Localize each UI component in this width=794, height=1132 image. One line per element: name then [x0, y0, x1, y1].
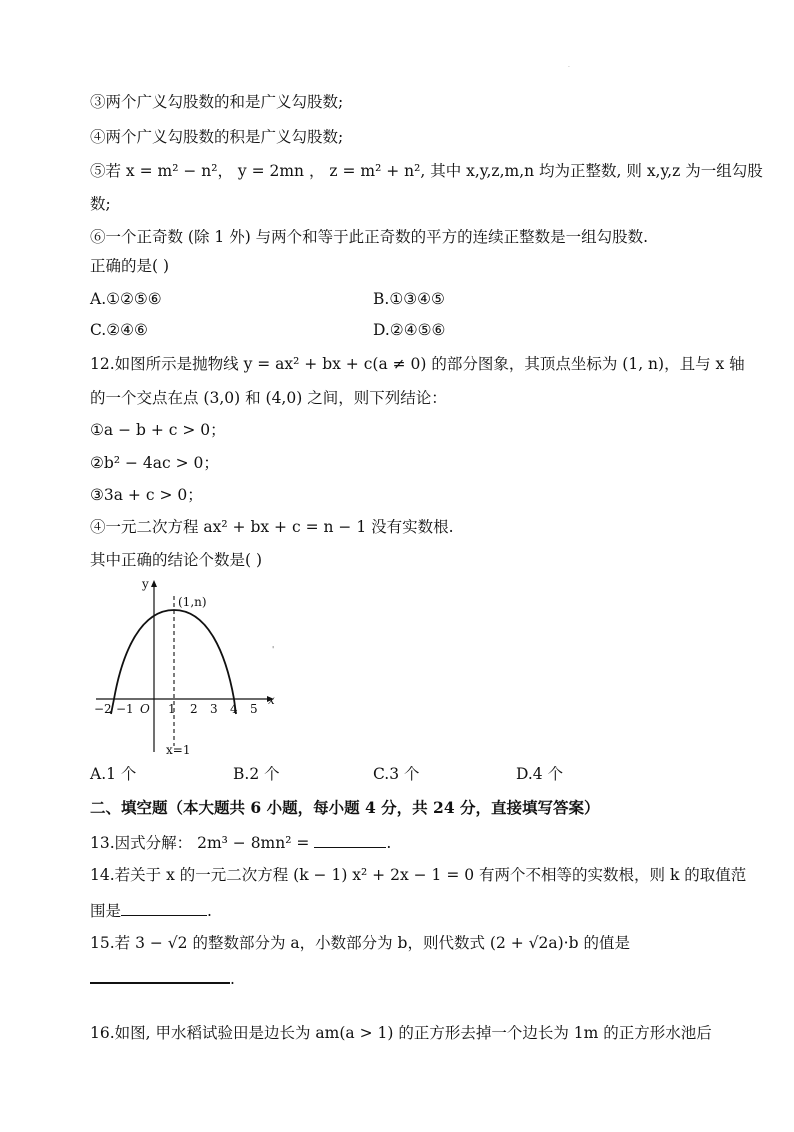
- q12-claim-1: ①a − b + c > 0；: [90, 421, 226, 439]
- q15-period: .: [230, 970, 235, 988]
- q12-prompt: 其中正确的结论个数是( ): [90, 551, 263, 569]
- statement-3: ③两个广义勾股数的和是广义勾股数;: [90, 93, 344, 111]
- vertex-label: (1,n): [178, 595, 207, 609]
- parabola-graph: [92, 574, 282, 760]
- q14-stem-1: 14.若关于 x 的一元二次方程 (k − 1) x² + 2x − 1 = 0 有两个不相等的实数根，则 k 的取值范: [90, 866, 747, 884]
- q15-stem: 15.若 3 − √2 的整数部分为 a，小数部分为 b，则代数式 (2 + √2a)·b 的值是: [90, 934, 630, 952]
- tick-label-1: 1: [168, 702, 176, 716]
- statement-6: ⑥一个正奇数 (除 1 外) 与两个和等于此正奇数的平方的连续正整数是一组勾股数.: [90, 228, 649, 246]
- q11-option-a[interactable]: A.①②⑤⑥: [90, 290, 162, 308]
- q12-option-a[interactable]: A.1 个: [90, 765, 137, 783]
- q12-claim-2: ②b² − 4ac > 0；: [90, 454, 219, 472]
- q13: [90, 831, 722, 854]
- q14-text: 围是: [90, 902, 122, 920]
- statement-5-cont: 数;: [90, 195, 111, 213]
- q11-option-d[interactable]: D.②④⑤⑥: [373, 321, 446, 339]
- q12-option-d[interactable]: D.4 个: [516, 765, 564, 783]
- q11-option-c[interactable]: C.②④⑥: [90, 321, 148, 339]
- q13-answer-blank[interactable]: [314, 831, 386, 848]
- q12-claim-4: ④一元二次方程 ax² + bx + c = n − 1 没有实数根.: [90, 518, 454, 536]
- q12-option-b[interactable]: B.2 个: [233, 765, 280, 783]
- x-axis-label: x: [268, 693, 275, 707]
- q15-answer-row: [90, 966, 722, 990]
- q12-stem-1: 12.如图所示是抛物线 y = ax² + bx + c(a ≠ 0) 的部分图象，其顶点坐标为 (1, n)，且与 x 轴: [90, 355, 745, 373]
- section-2-heading: 二、填空题（本大题共 6 小题，每小题 4 分，共 24 分，直接填写答案）: [90, 798, 600, 817]
- tick-label-3: 3: [210, 702, 218, 716]
- q16-stem: 16.如图, 甲水稻试验田是边长为 am(a > 1) 的正方形去掉一个边长为 1m 的正方形水池后: [90, 1024, 712, 1042]
- symmetry-axis-label: x=1: [166, 743, 191, 757]
- q11-option-b[interactable]: B.①③④⑤: [373, 290, 445, 308]
- tick-label-2: 2: [190, 702, 198, 716]
- y-axis-arrow: [151, 580, 157, 587]
- q13-period: .: [386, 834, 392, 852]
- tick-label-4: 4: [230, 702, 238, 716]
- tick-label-neg2: −2: [94, 702, 112, 716]
- q11-prompt: 正确的是( ): [90, 257, 170, 275]
- q14-answer-blank[interactable]: [121, 899, 207, 916]
- q13-text: 13.因式分解： 2m³ − 8mn² =: [90, 834, 310, 852]
- q12-option-c[interactable]: C.3 个: [373, 765, 420, 783]
- tick-label-5: 5: [250, 702, 258, 716]
- q14-stem-2: [90, 899, 722, 922]
- statement-4: ④两个广义勾股数的积是广义勾股数;: [90, 128, 344, 146]
- q14-period: .: [207, 902, 212, 920]
- q12-stem-2: 的一个交点在点 (3,0) 和 (4,0) 之间，则下列结论：: [90, 389, 447, 407]
- q15-answer-blank[interactable]: [90, 966, 230, 984]
- y-axis-label: y: [142, 577, 149, 591]
- statement-5: ⑤若 x = m² − n²， y = 2mn ， z = m² + n², 其中 x,y,z,m,n 均为正整数, 则 x,y,z 为一组勾股: [90, 162, 763, 180]
- scan-dot: ·: [568, 64, 570, 71]
- q12-claim-3: ③3a + c > 0；: [90, 486, 203, 504]
- tick-label-neg1: −1: [116, 702, 134, 716]
- scan-mark: ': [272, 645, 275, 654]
- origin-label: O: [140, 702, 150, 716]
